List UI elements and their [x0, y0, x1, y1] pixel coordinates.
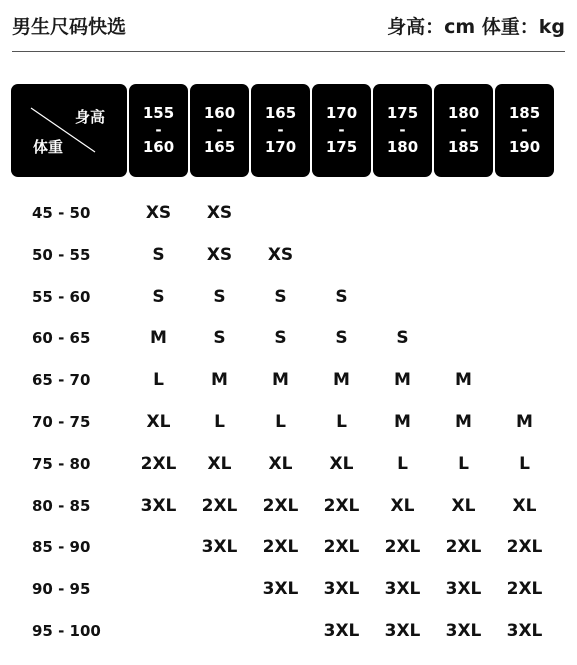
size-cell: XL	[451, 496, 476, 516]
size-cell: 2XL	[445, 537, 482, 557]
size-cell: M	[516, 412, 533, 432]
height-from: 160	[203, 104, 236, 122]
height-column-header	[251, 84, 310, 177]
table-row	[0, 453, 577, 477]
height-separator: -	[460, 121, 467, 139]
size-cell: 3XL	[262, 579, 299, 599]
height-from: 180	[447, 104, 480, 122]
height-separator: -	[155, 121, 162, 139]
table-row	[0, 244, 577, 268]
height-separator: -	[277, 121, 284, 139]
size-cell: 3XL	[384, 621, 421, 641]
size-cell: XS	[145, 203, 172, 223]
height-from: 185	[508, 104, 541, 122]
size-cell: S	[274, 287, 287, 307]
size-cell: M	[333, 370, 350, 390]
table-row	[0, 327, 577, 351]
size-cell: M	[455, 412, 472, 432]
size-cell: L	[275, 412, 286, 432]
size-cell: XS	[206, 203, 233, 223]
table-row	[0, 411, 577, 435]
height-to: 170	[264, 138, 297, 156]
size-cell: 2XL	[506, 537, 543, 557]
size-cell: 2XL	[201, 496, 238, 516]
height-separator: -	[399, 121, 406, 139]
height-from: 165	[264, 104, 297, 122]
size-cell: XL	[146, 412, 171, 432]
weight-range-label: 75 - 80	[32, 455, 91, 473]
weight-range-label: 50 - 55	[32, 246, 91, 264]
header-divider	[12, 51, 565, 52]
height-from: 155	[142, 104, 175, 122]
weight-range-label: 70 - 75	[32, 413, 91, 431]
height-to: 190	[508, 138, 541, 156]
table-corner-header	[11, 84, 127, 177]
table-row	[0, 578, 577, 602]
corner-weight-label: 体重	[33, 138, 64, 156]
size-cell: 2XL	[323, 496, 360, 516]
height-to: 165	[203, 138, 236, 156]
size-cell: 2XL	[323, 537, 360, 557]
size-cell: XL	[207, 454, 232, 474]
height-separator: -	[521, 121, 528, 139]
size-cell: S	[213, 328, 226, 348]
weight-range-label: 90 - 95	[32, 580, 91, 598]
size-cell: M	[455, 370, 472, 390]
page-header	[12, 8, 565, 38]
size-cell: L	[458, 454, 469, 474]
size-cell: 3XL	[323, 621, 360, 641]
table-row	[0, 536, 577, 560]
weight-range-label: 85 - 90	[32, 538, 91, 556]
size-cell: M	[394, 412, 411, 432]
size-cell: XL	[512, 496, 537, 516]
size-cell: M	[150, 328, 167, 348]
height-column-header	[373, 84, 432, 177]
size-cell: S	[152, 287, 165, 307]
weight-range-label: 55 - 60	[32, 288, 91, 306]
size-cell: 2XL	[262, 537, 299, 557]
size-cell: 2XL	[506, 579, 543, 599]
size-cell: S	[213, 287, 226, 307]
corner-diagonal-line	[11, 84, 127, 177]
height-to: 175	[325, 138, 358, 156]
height-from: 175	[386, 104, 419, 122]
size-cell: L	[519, 454, 530, 474]
size-cell: 3XL	[201, 537, 238, 557]
page-title: 男生尺码快选	[12, 16, 127, 38]
weight-range-label: 95 - 100	[32, 622, 101, 640]
weight-range-label: 45 - 50	[32, 204, 91, 222]
height-to: 180	[386, 138, 419, 156]
size-cell: XL	[268, 454, 293, 474]
size-cell: 3XL	[445, 621, 482, 641]
size-cell: 2XL	[384, 537, 421, 557]
size-cell: XS	[267, 245, 294, 265]
size-cell: 2XL	[140, 454, 177, 474]
size-cell: 3XL	[140, 496, 177, 516]
height-from: 170	[325, 104, 358, 122]
size-cell: XS	[206, 245, 233, 265]
height-to: 160	[142, 138, 175, 156]
size-cell: 3XL	[384, 579, 421, 599]
weight-range-label: 60 - 65	[32, 329, 91, 347]
table-row	[0, 202, 577, 226]
height-separator: -	[216, 121, 223, 139]
table-row	[0, 495, 577, 519]
size-cell: 3XL	[323, 579, 360, 599]
size-cell: S	[152, 245, 165, 265]
size-cell: XL	[329, 454, 354, 474]
size-cell: S	[335, 287, 348, 307]
size-cell: 2XL	[262, 496, 299, 516]
height-column-header	[190, 84, 249, 177]
weight-range-label: 65 - 70	[32, 371, 91, 389]
size-cell: L	[336, 412, 347, 432]
size-cell: L	[397, 454, 408, 474]
size-cell: M	[394, 370, 411, 390]
size-cell: M	[272, 370, 289, 390]
height-column-header	[129, 84, 188, 177]
size-cell: 3XL	[506, 621, 543, 641]
size-cell: S	[396, 328, 409, 348]
height-column-header	[434, 84, 493, 177]
size-cell: M	[211, 370, 228, 390]
height-separator: -	[338, 121, 345, 139]
size-cell: L	[214, 412, 225, 432]
corner-height-label: 身高	[74, 108, 105, 126]
height-column-header	[312, 84, 371, 177]
height-column-header	[495, 84, 554, 177]
table-row	[0, 369, 577, 393]
weight-range-label: 80 - 85	[32, 497, 91, 515]
size-cell: XL	[390, 496, 415, 516]
size-cell: S	[335, 328, 348, 348]
units-note: 身高：cm 体重：kg	[387, 16, 565, 38]
table-row	[0, 620, 577, 644]
height-to: 185	[447, 138, 480, 156]
size-cell: L	[153, 370, 164, 390]
size-cell: 3XL	[445, 579, 482, 599]
size-cell: S	[274, 328, 287, 348]
table-row	[0, 286, 577, 310]
